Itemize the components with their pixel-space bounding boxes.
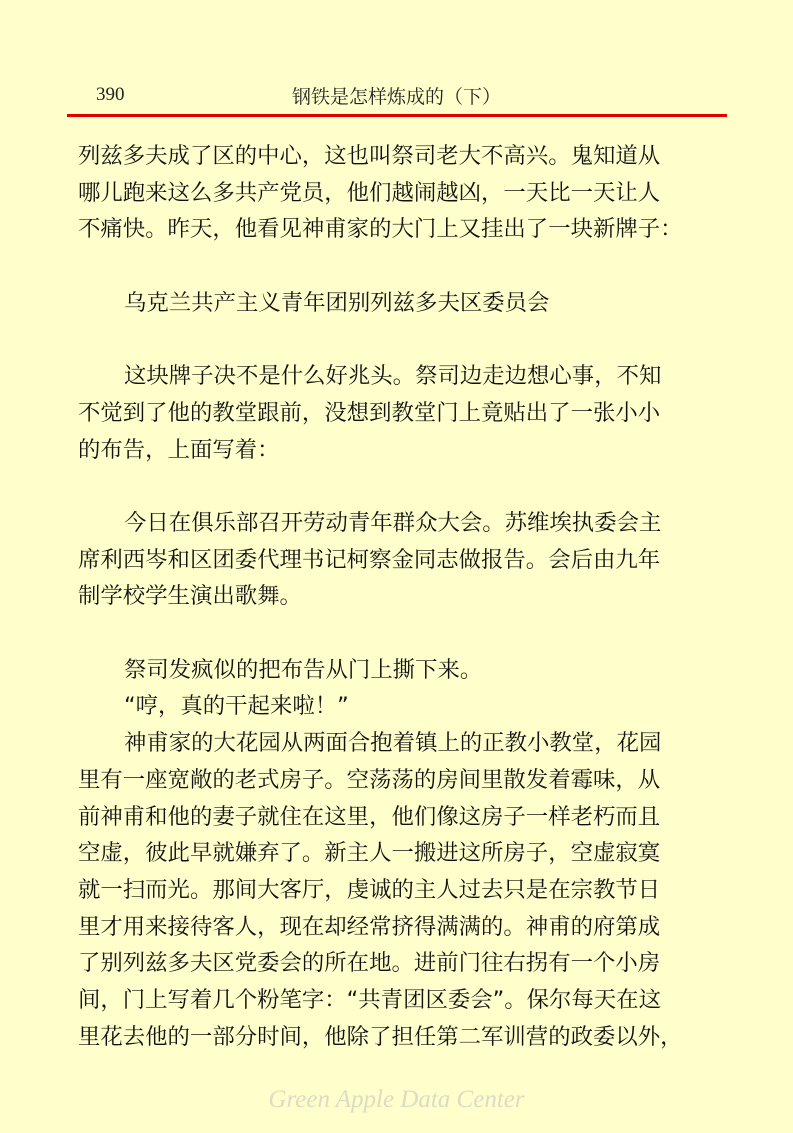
notice-text-line: 制学校学生演出歌舞。 <box>78 583 302 610</box>
sign-text-line: 乌克兰共产主义青年团别列兹多夫区委员会 <box>124 289 550 316</box>
header-rule <box>67 114 727 117</box>
page-body <box>78 138 730 1056</box>
text-line: 里有一座宽敞的老式房子。空荡荡的房间里散发着霉味，从 <box>78 766 661 793</box>
text-line: 祭司发疯似的把布告从门上撕下来。 <box>124 656 483 683</box>
text-line: 神甫家的大花园从两面合抱着镇上的正教小教堂，花园 <box>124 730 662 757</box>
text-line: 了别列兹多夫区党委会的所在地。进前门往右拐有一个小房 <box>78 950 661 977</box>
text-line: 哪儿跑来这么多共产党员，他们越闹越凶，一天比一天让人 <box>78 179 661 206</box>
watermark: Green Apple Data Center <box>268 1086 525 1113</box>
dialogue-line: “哼，真的干起来啦！” <box>124 693 349 720</box>
page-number: 390 <box>96 84 125 105</box>
text-line: 就一扫而光。那间大客厅，虔诚的主人过去只是在宗教节日 <box>78 877 661 903</box>
text-line: 不觉到了他的教堂跟前，没想到教堂门上竟贴出了一张小小 <box>78 399 661 426</box>
notice-text-line: 席利西岑和区团委代理书记柯察金同志做报告。会后由九年 <box>78 546 661 573</box>
text-line: 空虚，彼此早就嫌弃了。新主人一搬进这所房子，空虚寂寞 <box>78 840 661 867</box>
text-line: 的布告，上面写着： <box>78 436 280 463</box>
book-title: 钢铁是怎样炼成的（下） <box>291 86 501 108</box>
text-line: 列兹多夫成了区的中心，这也叫祭司老大不高兴。鬼知道从 <box>78 143 661 169</box>
text-line: 里才用来接待客人，现在却经常挤得满满的。神甫的府第成 <box>78 913 661 940</box>
text-line: 里花去他的一部分时间，他除了担任第二军训营的政委以外， <box>78 1023 683 1050</box>
text-line: 间，门上写着几个粉笔字：“共青团区委会”。保尔每天在这 <box>78 987 661 1014</box>
notice-text-line: 今日在俱乐部召开劳动青年群众大会。苏维埃执委会主 <box>124 509 662 536</box>
text-line: 前神甫和他的妻子就住在这里，他们像这房子一样老朽而且 <box>78 803 661 830</box>
text-line: 不痛快。昨天，他看见神甫家的大门上又挂出了一块新牌子： <box>78 216 683 243</box>
text-line: 这块牌子决不是什么好兆头。祭司边走边想心事，不知 <box>124 363 662 390</box>
